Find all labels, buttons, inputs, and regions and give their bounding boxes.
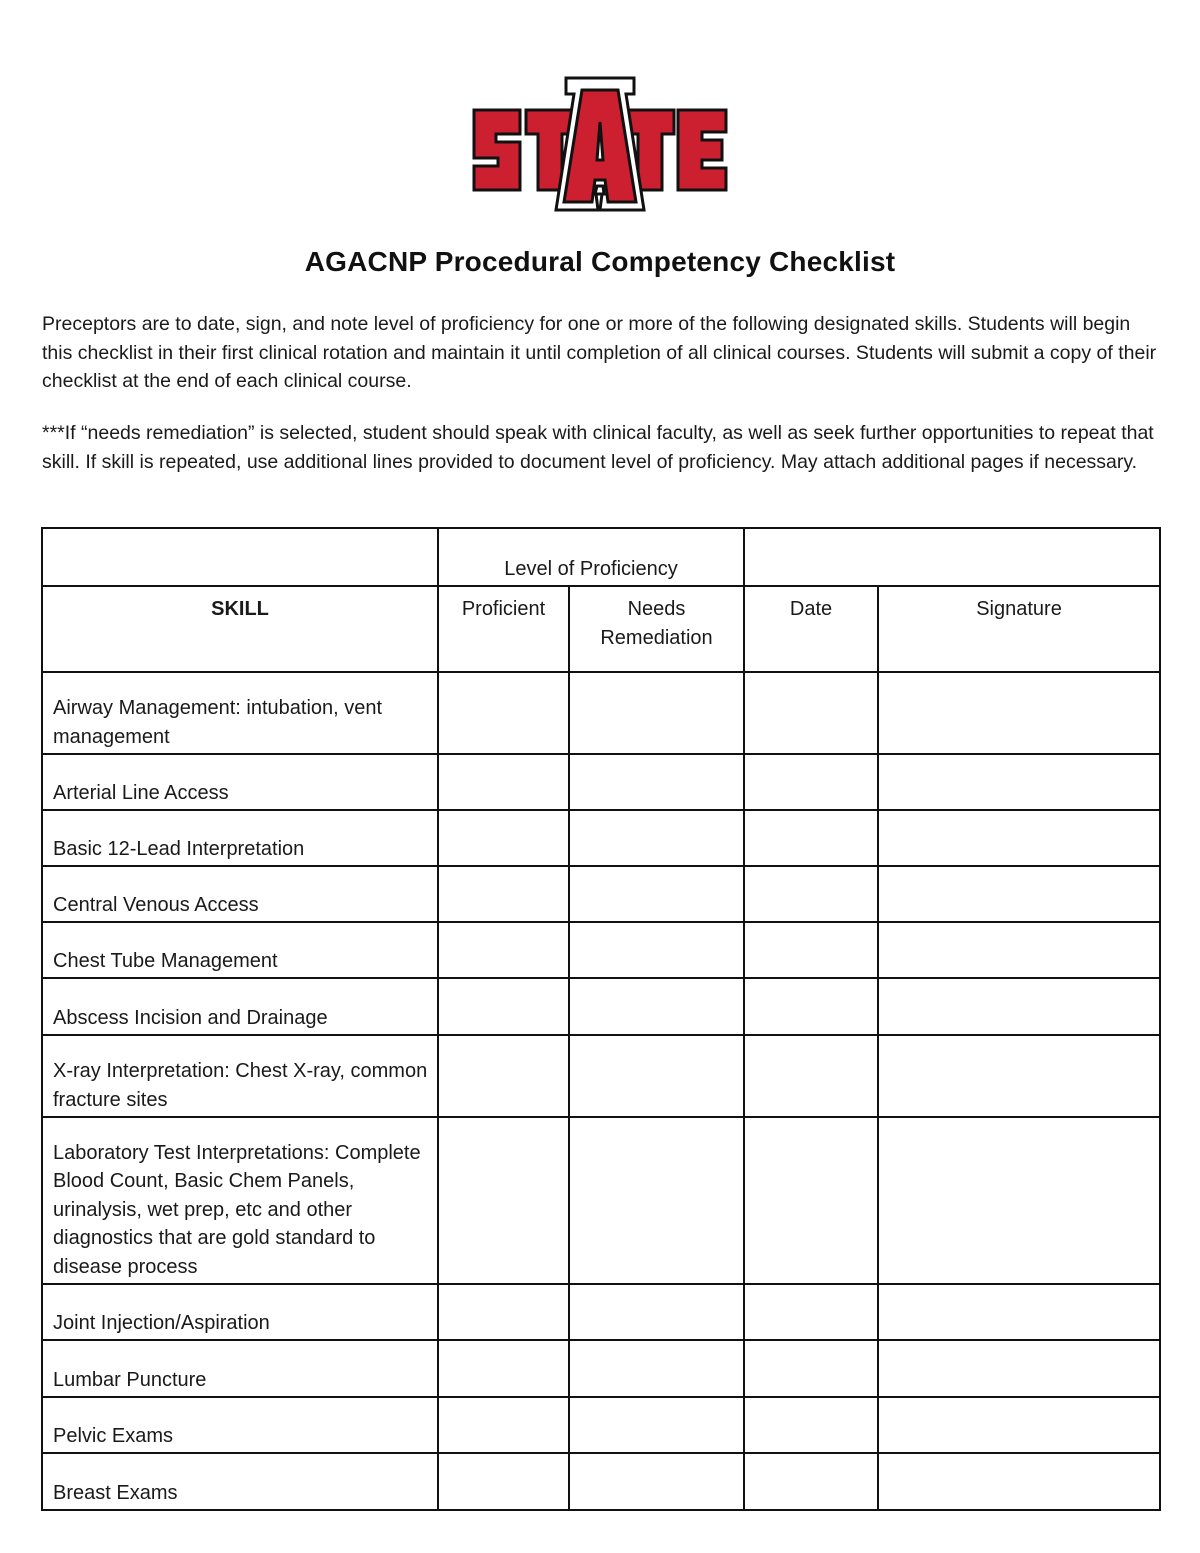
proficient-cell[interactable] — [438, 1035, 569, 1117]
signature-cell[interactable] — [878, 1453, 1160, 1510]
needs-remediation-cell[interactable] — [569, 1284, 744, 1340]
table-row — [42, 810, 1160, 866]
signature-cell[interactable] — [878, 1035, 1160, 1117]
skill-name: Lumbar Puncture — [42, 1340, 438, 1397]
skill-column-header: SKILL — [42, 586, 438, 672]
skill-name: X-ray Interpretation: Chest X-ray, common fracture sites — [42, 1035, 438, 1117]
competency-table — [41, 527, 1161, 1511]
table-row — [42, 1284, 1160, 1340]
skill-name: Joint Injection/Aspiration — [42, 1284, 438, 1340]
date-cell[interactable] — [744, 1453, 878, 1510]
remediation-note: ***If “needs remediation” is selected, student should speak with clinical faculty, as well as seek further opportunities to repeat that skill. If skill is repeated, use additional lines provided to document level of proficiency. May attach additional pages if necessary. — [42, 422, 1154, 473]
needs-remediation-cell[interactable] — [569, 810, 744, 866]
proficient-cell[interactable] — [438, 922, 569, 978]
date-cell[interactable] — [744, 1284, 878, 1340]
proficient-column-header: Proficient — [438, 586, 569, 672]
level-of-proficiency-header: Level of Proficiency — [438, 528, 744, 586]
instructions-paragraph: Preceptors are to date, sign, and note level of proficiency for one or more of the following designated skills. Students will begin this checklist in their first clinical rotation and maintain it until completion of all clinical courses. Students will submit a copy of their checklist at the end of each clinical course. — [42, 313, 1157, 392]
date-cell[interactable] — [744, 1035, 878, 1117]
table-row — [42, 672, 1160, 754]
table-row — [42, 1340, 1160, 1397]
date-cell[interactable] — [744, 866, 878, 922]
proficient-cell[interactable] — [438, 1284, 569, 1340]
proficient-cell[interactable] — [438, 672, 569, 754]
table-row — [42, 1117, 1160, 1284]
proficient-cell[interactable] — [438, 866, 569, 922]
proficient-cell[interactable] — [438, 754, 569, 810]
proficient-cell[interactable] — [438, 1453, 569, 1510]
proficient-cell[interactable] — [438, 1397, 569, 1453]
skill-name: Breast Exams — [42, 1453, 438, 1510]
skill-name: Laboratory Test Interpretations: Complete Blood Count, Basic Chem Panels, urinalysis, wet prep, etc and other diagnostics that are gold standard to disease process — [42, 1117, 438, 1284]
document-title: AGACNP Procedural Competency Checklist — [304, 246, 896, 277]
table-row — [42, 1453, 1160, 1510]
proficient-cell[interactable] — [438, 810, 569, 866]
date-cell[interactable] — [744, 922, 878, 978]
needs-remediation-cell[interactable] — [569, 754, 744, 810]
signature-cell[interactable] — [878, 866, 1160, 922]
skill-name: Arterial Line Access — [42, 754, 438, 810]
table-row — [42, 1397, 1160, 1453]
signature-cell[interactable] — [878, 1117, 1160, 1284]
signature-cell[interactable] — [878, 978, 1160, 1035]
proficient-cell[interactable] — [438, 1117, 569, 1284]
date-cell[interactable] — [744, 1340, 878, 1397]
university-logo — [470, 76, 730, 212]
date-cell[interactable] — [744, 754, 878, 810]
signature-cell[interactable] — [878, 1397, 1160, 1453]
table-row — [42, 866, 1160, 922]
needs-remediation-cell[interactable] — [569, 1340, 744, 1397]
skill-name: Abscess Incision and Drainage — [42, 978, 438, 1035]
date-column-header: Date — [744, 586, 878, 672]
table-row — [42, 922, 1160, 978]
signature-cell[interactable] — [878, 810, 1160, 866]
signature-cell[interactable] — [878, 1284, 1160, 1340]
needs-remediation-cell[interactable] — [569, 672, 744, 754]
needs-remediation-cell[interactable] — [569, 1397, 744, 1453]
table-column-header-row — [42, 586, 1160, 672]
needs-remediation-cell[interactable] — [569, 1453, 744, 1510]
signature-column-header: Signature — [878, 586, 1160, 672]
skill-name: Pelvic Exams — [42, 1397, 438, 1453]
signature-cell[interactable] — [878, 672, 1160, 754]
blank-header-cell — [42, 528, 438, 586]
table-row — [42, 754, 1160, 810]
skill-name: Chest Tube Management — [42, 922, 438, 978]
signature-cell[interactable] — [878, 1340, 1160, 1397]
signature-cell[interactable] — [878, 922, 1160, 978]
date-cell[interactable] — [744, 978, 878, 1035]
proficient-cell[interactable] — [438, 1340, 569, 1397]
skill-name: Central Venous Access — [42, 866, 438, 922]
needs-remediation-cell[interactable] — [569, 866, 744, 922]
table-row — [42, 1035, 1160, 1117]
table-group-header-row — [42, 528, 1160, 586]
skill-name: Basic 12-Lead Interpretation — [42, 810, 438, 866]
needs-remediation-cell[interactable] — [569, 978, 744, 1035]
date-cell[interactable] — [744, 810, 878, 866]
skill-name: Airway Management: intubation, vent management — [42, 672, 438, 754]
proficient-cell[interactable] — [438, 978, 569, 1035]
table-row — [42, 978, 1160, 1035]
date-cell[interactable] — [744, 1397, 878, 1453]
date-cell[interactable] — [744, 672, 878, 754]
signature-cell[interactable] — [878, 754, 1160, 810]
needs-remediation-cell[interactable] — [569, 1035, 744, 1117]
needs-remediation-column-header: Needs Remediation — [569, 586, 744, 672]
needs-remediation-cell[interactable] — [569, 922, 744, 978]
needs-remediation-cell[interactable] — [569, 1117, 744, 1284]
date-cell[interactable] — [744, 1117, 878, 1284]
blank-header-cell — [744, 528, 1160, 586]
